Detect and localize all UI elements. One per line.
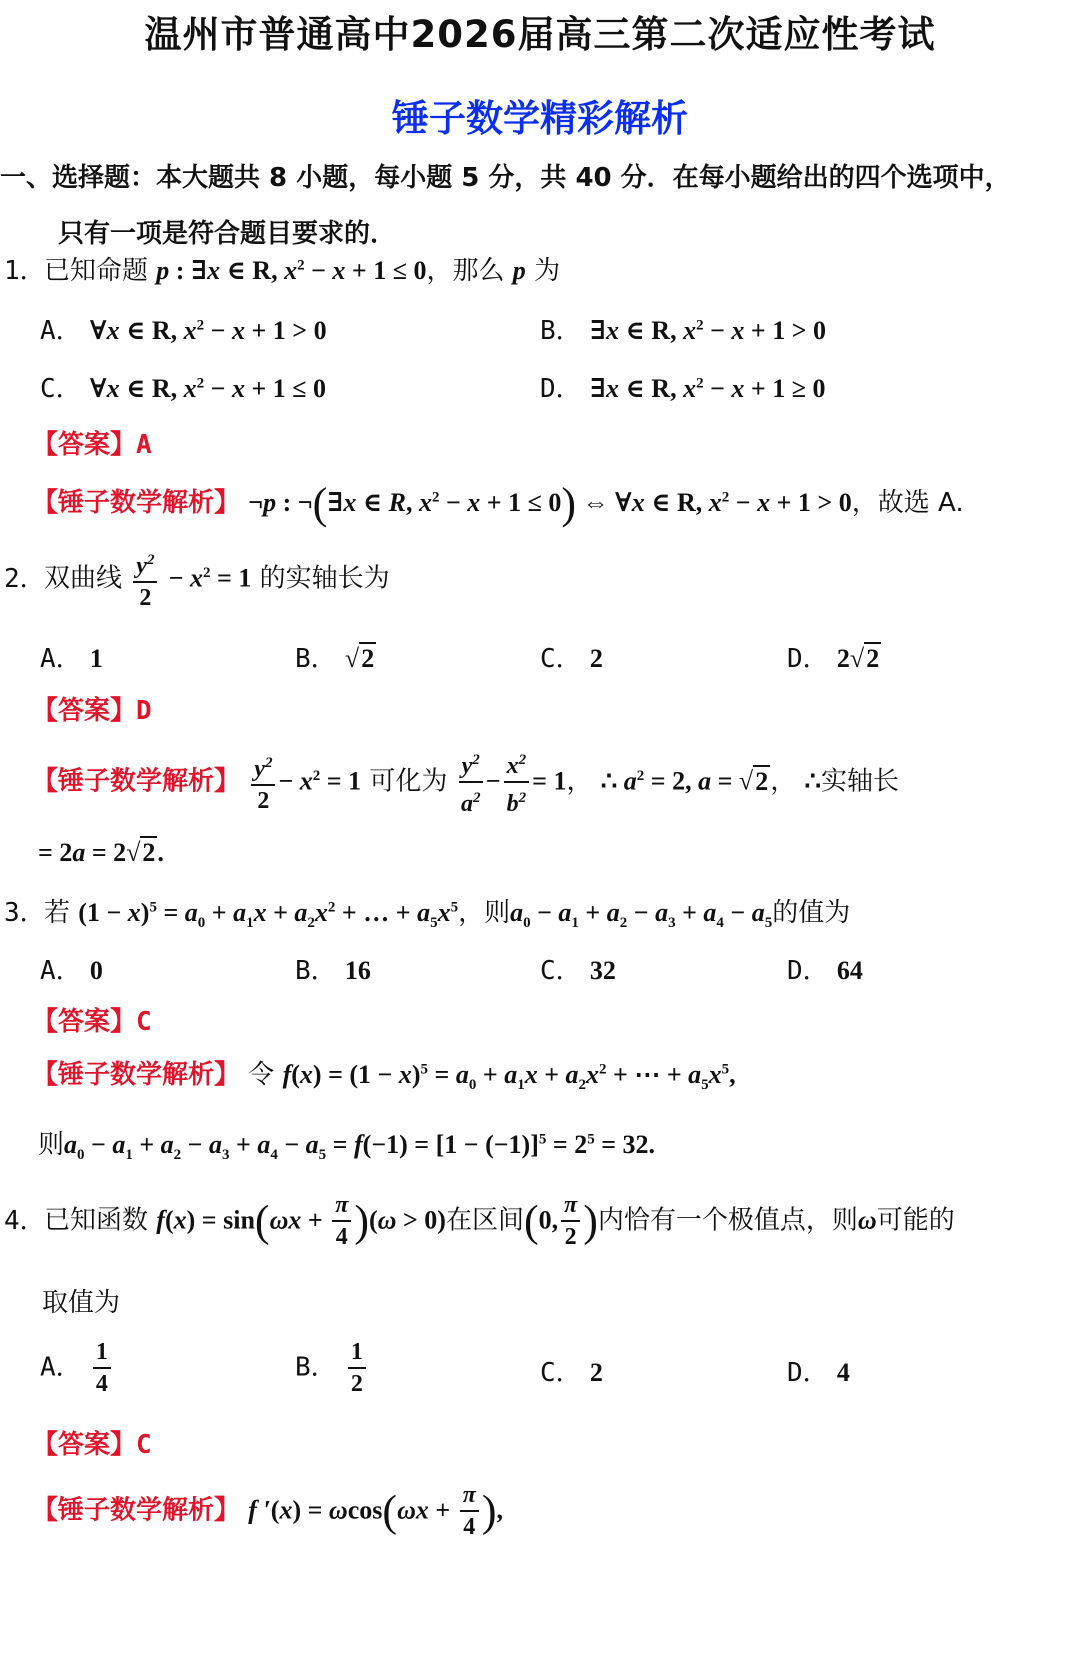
question-4-option-a: A． $\frac{1}{4}$: [40, 1337, 114, 1399]
section-heading-line2: 只有一项是符合题目要求的．: [58, 219, 397, 249]
question-2-analysis-cont: = 2a = 2√2.: [38, 838, 164, 867]
section-heading: [0, 150, 1080, 262]
question-2-option-b: B． √2: [295, 644, 375, 674]
question-1-stem: 1．已知命题 p : ∃x ∈ R, $x^2 - x + 1 \le 0$，那么 p 为: [4, 256, 561, 286]
page-title: 温州市普通高中2026届高三第二次适应性考试: [144, 13, 936, 56]
question-3-stem: 3．若 $(1 - x)^5 = a_0 + a_1x + a_2x^2$ + … + $a_5x^5$，则$a_0 - a_1 + a_2 - a_3 + a_4 - a_5$的值为: [4, 898, 851, 932]
question-2-analysis: 【锤子数学解析】 $\frac{y^2}{2}$ − $x^2 = 1$ 可化为 $\frac{y^2}{a^2}$ − $\frac{x^2}{b^2}$ = 1， ∴ $a^2 = 2$, a = √2， ∴实轴长: [32, 745, 899, 819]
question-4-analysis: 【锤子数学解析】 f ′(x) = ωcos(ωx + $\frac{\pi}{4}$ ),: [32, 1482, 503, 1540]
question-3-option-c: C． 32: [540, 956, 616, 986]
question-1-option-a: A． ∀x ∈ R, $x^2 - x + 1 > 0$: [40, 316, 327, 346]
question-4-option-b: B． $\frac{1}{2}$: [295, 1337, 369, 1399]
question-3-option-d: D． 64: [787, 956, 863, 986]
question-1-analysis: 【锤子数学解析】 ¬p : ¬(∃x ∈ R, $x^2 - x + 1 \le 0$) ⇔ ∀x ∈ R, $x^2 - x + 1 > 0$，故选 A.: [32, 479, 964, 528]
question-2-answer: 【答案】D: [32, 696, 152, 726]
question-4-option-d: D． 4: [787, 1358, 850, 1388]
question-3-analysis: 【锤子数学解析】 令 $f(x) = (1 - x)^5 = a_0 + a_1x + a_2x^2$ + ⋯ + $a_5x^5$,: [32, 1060, 736, 1094]
question-1-option-c: C． ∀x ∈ R, $x^2 - x + 1 \le 0$: [40, 374, 327, 404]
question-1-option-d: D． ∃x ∈ R, $x^2 - x + 1 \ge 0$: [540, 374, 826, 404]
question-3-answer: 【答案】C: [32, 1007, 152, 1037]
question-4-stem: 4．已知函数 f(x) = sin(ωx + $\frac{\pi}{4}$ )(ω > 0)在区间(0, $\frac{\pi}{2}$ )内恰有一个极值点，则ω可能的: [4, 1192, 955, 1250]
question-2-option-d: D． 2√2: [787, 644, 880, 674]
question-3-analysis-cont: 则$a_0 - a_1 + a_2 - a_3 + a_4 - a_5 = f(-1) = [1 - (-1)]^5 = 2^5 = 32$.: [38, 1130, 656, 1164]
question-4-answer: 【答案】C: [32, 1430, 152, 1460]
question-1-option-b: B． ∃x ∈ R, $x^2 - x + 1 > 0$: [540, 316, 827, 346]
question-3-option-b: B． 16: [295, 956, 371, 986]
page-subtitle: 锤子数学精彩解析: [392, 97, 688, 140]
question-2-option-a: A． 1: [40, 644, 103, 674]
question-1-answer: 【答案】A: [32, 430, 152, 460]
question-2-option-c: C． 2: [540, 644, 603, 674]
question-3-option-a: A． 0: [40, 956, 103, 986]
question-4-option-c: C． 2: [540, 1358, 603, 1388]
section-heading-line1: 一、选择题：本大题共 8 小题，每小题 5 分，共 40 分．在每小题给出的四个选项中，: [0, 163, 1011, 193]
question-4-stem-line2: 取值为: [42, 1288, 121, 1318]
question-2-stem: 2．双曲线 $\frac{y^2}{2}$ − $x^2 = 1$ 的实轴长为: [4, 545, 390, 613]
